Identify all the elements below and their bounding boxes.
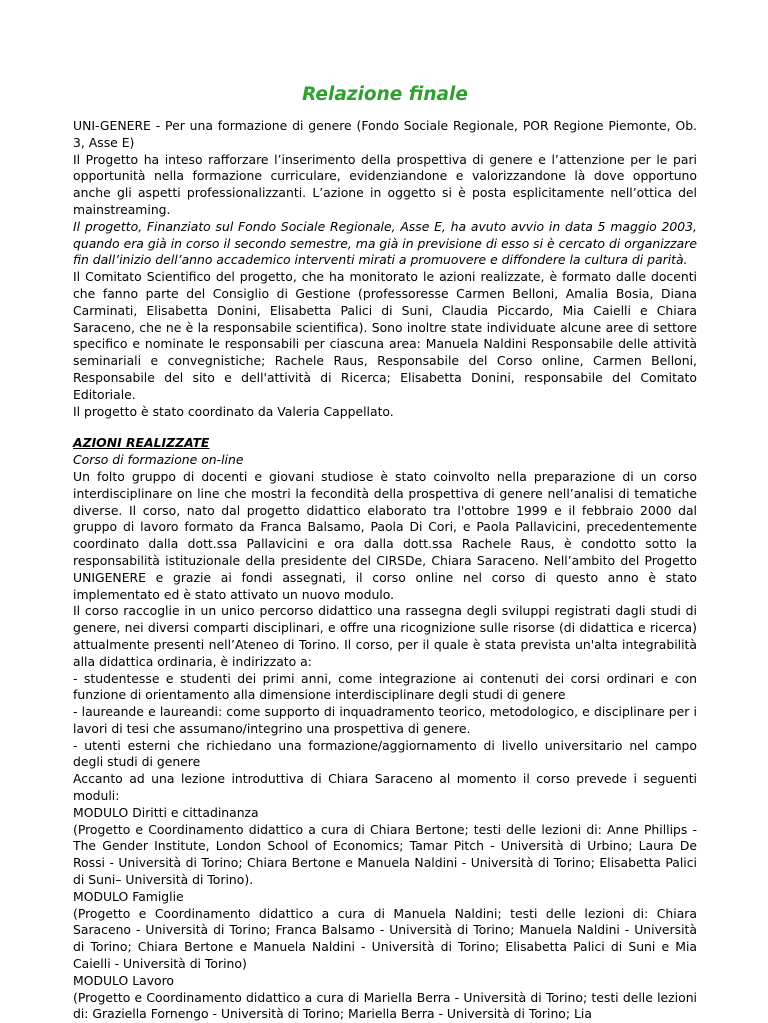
module-text: (Progetto e Coordinamento didattico a cura di Mariella Berra - Università di Torino; testi delle lezioni di: Graziella Fornengo - Università di Torino; Mariella Berra - Università di Torino; Lia [73, 989, 697, 1022]
paragraph: Il progetto è stato coordinato da Valeria Cappellato. [73, 403, 394, 419]
module-title: MODULO Diritti e cittadinanza [73, 804, 259, 820]
paragraph: Accanto ad una lezione introduttiva di Chiara Saraceno al momento il corso prevede i seguenti moduli: [73, 771, 697, 804]
document-title: Relazione finale [302, 84, 468, 105]
paragraph: Il corso raccoglie in un unico percorso didattico una rassegna degli sviluppi registrati dagli studi di genere, nei diversi comparti disciplinari, e offre una ricognizione sulle risorse (di didattica e ricerca) attualmente presenti nell’Ateneo di Torino. Il corso, per il quale è stata prevista un'alta integrabilità alla didattica ordinaria, è indirizzato a: [73, 603, 697, 669]
module-title: MODULO Famiglie [73, 888, 184, 904]
paragraph: Un folto gruppo di docenti e giovani studiose è stato coinvolto nella preparazione di un corso interdisciplinare on line che mostri la fecondità della prospettiva di genere nell’analisi di tematiche diverse. Il corso, nato dal progetto didattico elaborato tra l'ottobre 1999 e il febbraio 2000 dal gruppo di lavoro formato da Franca Balsamo, Paola Di Cori, e Paola Pallavicini, precedentemente coordinato dalla dott.ssa Pallavicini e ora dalla dott.ssa Rachele Raus, è condotto sotto la responsabilità istituzionale della presidente del CIRSDe, Chiara Saraceno. Nell’ambito del Progetto UNIGENERE e grazie ai fondi assegnati, il corso online nel corso di questo anno è stato implementato ed è stato attivato un nuovo modulo. [73, 468, 697, 602]
document-body [73, 118, 697, 1023]
module-text: (Progetto e Coordinamento didattico a cura di Chiara Bertone; testi delle lezioni di: Anne Phillips - The Gender Institute, London School of Economics; Tamar Pitch - Università di Urbino; Laura De Rossi - Università di Torino; Chiara Bertone e Manuela Naldini - Università di Torino; Elisabetta Palici di Suni– Università di Torino). [73, 821, 697, 888]
section-heading: AZIONI REALIZZATE [73, 435, 210, 451]
paragraph: Il Progetto ha inteso rafforzare l’inserimento della prospettiva di genere e l’attenzione per le pari opportunità nella formazione curriculare, evidenziandone e valorizzandone là dove opportuno anche gli aspetti professionalizzanti. L’azione in oggetto si è posta esplicitamente nell’ottica del mainstreaming. [73, 151, 697, 217]
module-text: (Progetto e Coordinamento didattico a cura di Manuela Naldini; testi delle lezioni di: Chiara Saraceno - Università di Torino; Franca Balsamo - Università di Torino; Manuela Naldini - Università di Torino; Chiara Bertone e Manuela Naldini - Università di Torino; Elisabetta Palici di Suni e Mia Caielli - Università di Torino) [73, 905, 697, 972]
list-item: - laureande e laureandi: come supporto di inquadramento teorico, metodologico, e disciplinare per i lavori di tesi che assumano/integrino una prospettiva di genere. [73, 704, 697, 736]
paragraph: UNI-GENERE - Per una formazione di genere (Fondo Sociale Regionale, POR Regione Piemonte, Ob. 3, Asse E) [73, 118, 697, 150]
list-item: - utenti esterni che richiedano una formazione/aggiornamento di livello universitario nel campo degli studi di genere [73, 737, 697, 770]
list-item: - studentesse e studenti dei primi anni, come integrazione ai contenuti dei corsi ordinari e con funzione di orientamento alla dimensione interdisciplinare degli studi di genere [73, 670, 697, 703]
subsection-heading: Corso di formazione on-line [73, 452, 244, 468]
paragraph: Il Comitato Scientifico del progetto, che ha monitorato le azioni realizzate, è formato dalle docenti che fanno parte del Consiglio di Gestione (professoresse Carmen Belloni, Amalia Bosia, Diana Carminati, Elisabetta Donini, Elisabetta Palici di Suni, Claudia Piccardo, Mia Caielli e Chiara Saraceno, che ne è la responsabile scientifica). Sono inoltre state individuate alcune aree di settore specifico e nominate le responsabili per ciascuna area: Manuela Naldini Responsabile delle attività seminariali e convegnistiche; Rachele Raus, Responsabile del Corso online, Carmen Belloni, Responsabile del sito e dell'attività di Ricerca; Elisabetta Donini, responsabile del Comitato Editoriale. [73, 269, 697, 402]
module-title: MODULO Lavoro [73, 972, 175, 988]
paragraph-italic: Il progetto, Finanziato sul Fondo Sociale Regionale, Asse E, ha avuto avvio in data 5 maggio 2003, quando era già in corso il secondo semestre, ma già in previsione di esso si è cercato di organizzare fin dall’inizio dell’anno accademico interventi mirati a promuovere e diffondere la cultura di parità. [73, 218, 697, 268]
